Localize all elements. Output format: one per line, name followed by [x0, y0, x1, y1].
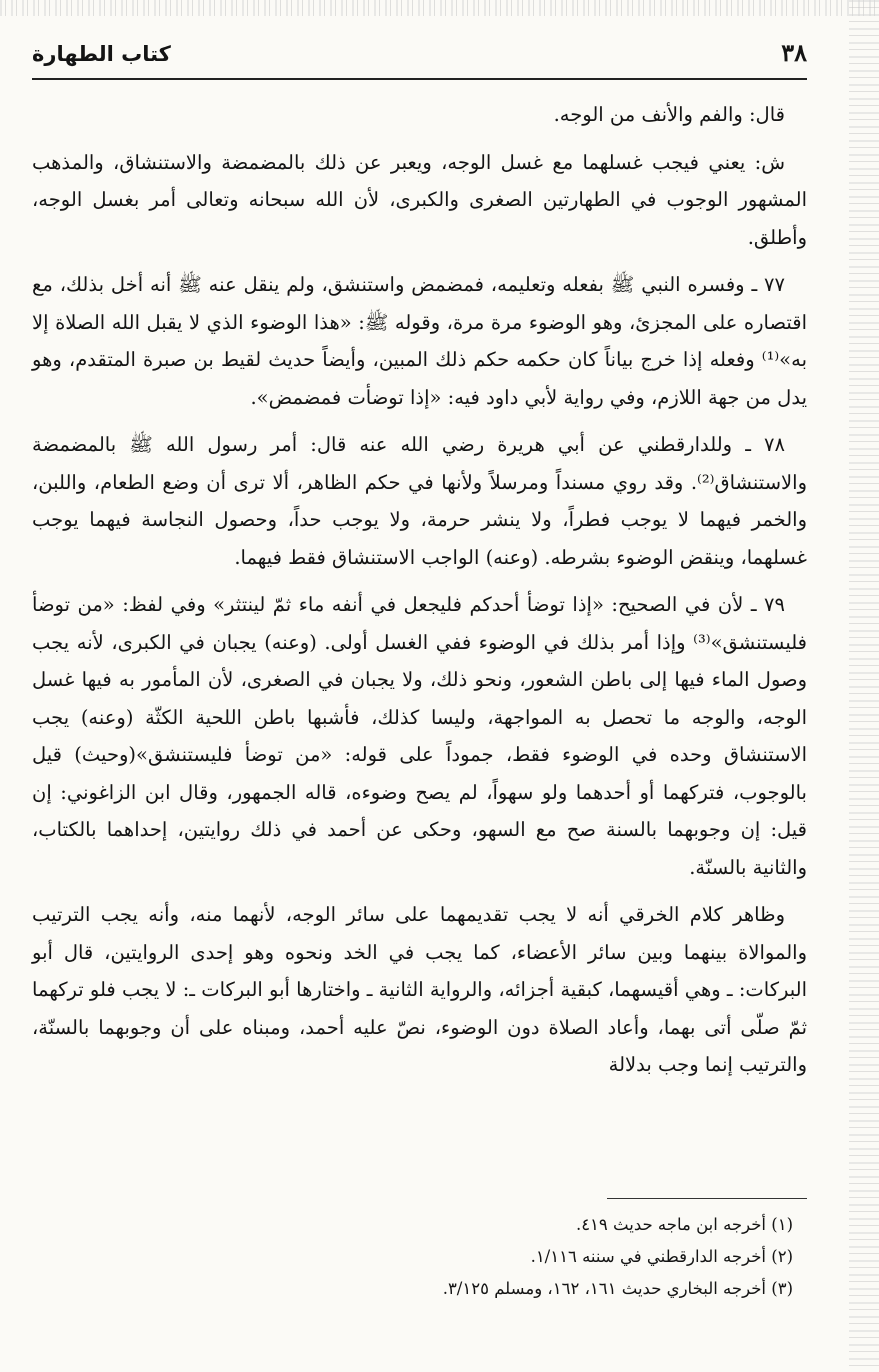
footnotes [32, 1198, 807, 1305]
footnote-2: (٢) أخرجه الدارقطني في سننه ١/١١٦. [530, 1247, 793, 1266]
paragraph-78: ٧٨ ـ وللدارقطني عن أبي هريرة رضي الله عنه قال: أمر رسول الله ﷺ بالمضمضة والاستنشاق⁽²⁾. وقد روي مسنداً ومرسلاً ولأنها في حكم الظاهر، ألا ترى أن وضع الطعام، واللبن، والخمر فيهما لا يوجب فطراً، ولا ينشر حرمة، ولا يوجب حداً، وحصول النجاسة فيهما يوجب غسلهما، وينقض الوضوء بشرطه. (وعنه) الواجب الاستنشاق فقط فيهما. [32, 433, 807, 569]
paragraph-79: ٧٩ ـ لأن في الصحيح: «إذا توضأ أحدكم فليجعل في أنفه ماء ثمّ لينتثر» وفي لفظ: «من توضأ فليستنشق»⁽³⁾ وإذا أمر بذلك في الوضوء ففي الغسل أولى. (وعنه) يجبان في الكبرى، لأنه يجب وصول الماء فيها إلى باطن الشعور، ونحو ذلك، ولا يجبان في الصغرى، لأن المأمور به فيها غسل الوجه، والوجه ما تحصل به المواجهة، وليسا كذلك، فأشبها باطن اللحية الكثّة (وعنه) يجب الاستنشاق وحده في الوضوء فقط، جموداً على قوله: «من توضأ فليستنشق»(وحيث) قيل بالوجوب، فتركهما أو أحدهما ولو سهواً، لم يصح وضوءه، قاله الجمهور، وقال ابن الزاغوني: إن قيل: إن وجوبهما بالسنة صح مع السهو، وحكى عن أحمد في ذلك روايتين، إحداهما بالكتاب، والثانية بالسنّة. [32, 593, 807, 879]
paragraph-77: ٧٧ ـ وفسره النبي ﷺ بفعله وتعليمه، فمضمض واستنشق، ولم ينقل عنه ﷺ أنه أخل بذلك، مع اقتصاره على المجزئ، وهو الوضوء مرة مرة، وقوله ﷺ: «هذا الوضوء الذي لا يقبل الله الصلاة إلا به»⁽¹⁾ وفعله إذا خرج بياناً كان حكمه حكم ذلك المبين، وأيضاً حديث لقيط بن صبرة المتقدم، وهو يدل من جهة اللازم، وفي رواية لأبي داود فيه: «إذا توضأت فمضمض». [32, 273, 807, 409]
running-title: كتاب الطهارة [32, 42, 171, 66]
main-text [32, 96, 807, 1084]
scan-edge-top [0, 0, 879, 16]
page-number: ٣٨ [781, 38, 807, 67]
paragraph-kharqi: وظاهر كلام الخرقي أنه لا يجب تقديمهما على سائر الوجه، لأنهما منه، وأنه يجب الترتيب والموالاة بينهما وبين سائر الأعضاء، كما يجب في الخد ونحوه وهو إحدى الروايتين، قال أبو البركات: ـ وهي أقيسهما، كبقية أجزائه، والرواية الثانية ـ واختارها أبو البركات ـ: لا يجب فلو تركهما ثمّ صلّى أتى بهما، وأعاد الصلاة دون الوضوء، نصّ عليه أحمد، ومبناه على أن وجوبهما بالسنّة، والترتيب إنما وجب بدلالة [32, 903, 807, 1076]
footnote-separator [607, 1198, 807, 1199]
footnote-3: (٣) أخرجه البخاري حديث ١٦١، ١٦٢، ومسلم ٣/١٢٥. [442, 1279, 793, 1298]
paragraph-sharh: ش: يعني فيجب غسلهما مع غسل الوجه، ويعبر عن ذلك بالمضمضة والاستنشاق، والمذهب المشهور الوجوب في الطهارتين الصغرى والكبرى، لأن الله سبحانه وتعالى أمر بغسل الوجه، وأطلق. [32, 150, 807, 249]
scan-edge-right [849, 0, 879, 1372]
page-header [32, 38, 807, 80]
footnote-1: (١) أخرجه ابن ماجه حديث ٤١٩. [575, 1215, 793, 1234]
paragraph-matn: قال: والفم والأنف من الوجه. [553, 103, 785, 126]
book-page [32, 38, 807, 1358]
